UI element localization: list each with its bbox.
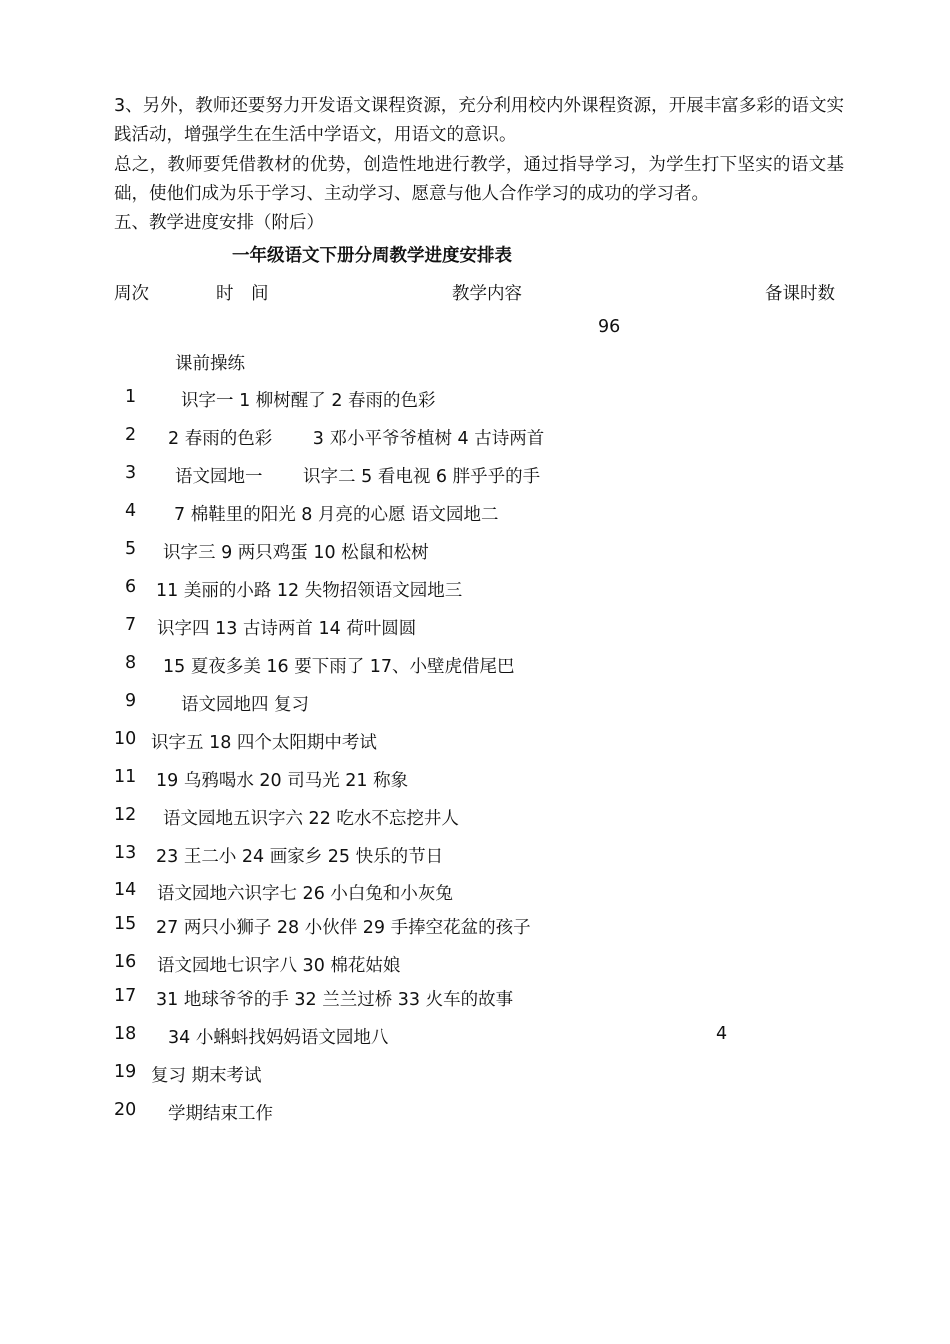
table-row	[0, 653, 950, 683]
lesson-content: 27 两只小狮子 28 小伙伴 29 手捧空花盆的孩子	[156, 918, 531, 938]
table-row	[0, 387, 950, 417]
table-row	[0, 914, 950, 944]
lesson-content: 识字一 1 柳树醒了 2 春雨的色彩	[181, 391, 436, 411]
schedule-title: 一年级语文下册分周教学进度安排表	[232, 246, 512, 266]
lesson-content: 语文园地五识字六 22 吃水不忘挖井人	[163, 809, 459, 829]
table-row	[0, 463, 950, 493]
lesson-content: 识字五 18 四个太阳期中考试	[151, 733, 377, 753]
week-number: 3	[125, 463, 137, 483]
week-number: 2	[125, 425, 137, 445]
table-row	[0, 1024, 950, 1054]
summary-paragraph: 总之，教师要凭借教材的优势，创造性地进行教学，通过指导学习，为学生打下坚实的语文基础，使他们成为乐于学习、主动学习、愿意与他人合作学习的成功的学习者。	[114, 155, 844, 204]
lesson-content: 34 小蝌蚪找妈妈语文园地八	[168, 1028, 389, 1048]
week-number: 6	[125, 577, 137, 597]
lesson-content: 识字四 13 古诗两首 14 荷叶圆圆	[157, 619, 417, 639]
table-row	[0, 1062, 950, 1092]
lesson-content: 语文园地一 识字二 5 看电视 6 胖乎乎的手	[175, 467, 541, 487]
week-number: 20	[114, 1100, 137, 1120]
table-row	[0, 1100, 950, 1130]
header-time: 时 间	[216, 284, 269, 304]
lesson-content: 语文园地六识字七 26 小白兔和小灰兔	[157, 884, 453, 904]
week-number: 4	[125, 501, 137, 521]
header-hours: 备课时数	[765, 284, 835, 304]
week-number: 18	[114, 1024, 137, 1044]
week-number: 17	[114, 986, 137, 1006]
table-row	[0, 952, 950, 982]
week-number: 11	[114, 767, 137, 787]
lesson-content: 语文园地四 复习	[181, 695, 310, 715]
week-number: 12	[114, 805, 137, 825]
week-number: 8	[125, 653, 137, 673]
lesson-content: 19 乌鸦喝水 20 司马光 21 称象	[156, 771, 409, 791]
lesson-content: 语文园地七识字八 30 棉花姑娘	[157, 956, 401, 976]
table-row	[0, 425, 950, 455]
week-number: 7	[125, 615, 137, 635]
table-row	[0, 805, 950, 835]
lesson-content: 7 棉鞋里的阳光 8 月亮的心愿 语文园地二	[174, 505, 499, 525]
table-row	[0, 843, 950, 873]
header-week: 周次	[114, 284, 149, 304]
week-number: 9	[125, 691, 137, 711]
week-number: 1	[125, 387, 137, 407]
table-row	[0, 539, 950, 569]
table-row	[0, 767, 950, 797]
lesson-content: 学期结束工作	[168, 1104, 273, 1124]
table-row	[0, 577, 950, 607]
week-number: 13	[114, 843, 137, 863]
pre-class-label: 课前操练	[175, 354, 245, 374]
prep-hours: 4	[716, 1024, 728, 1044]
table-row	[0, 691, 950, 721]
week-number: 10	[114, 729, 137, 749]
lesson-content: 15 夏夜多美 16 要下雨了 17、小壁虎借尾巴	[163, 657, 515, 677]
lesson-content: 2 春雨的色彩 3 邓小平爷爷植树 4 古诗两首	[168, 429, 545, 449]
lesson-content: 31 地球爷爷的手 32 兰兰过桥 33 火车的故事	[156, 990, 514, 1010]
table-row	[0, 729, 950, 759]
week-number: 16	[114, 952, 137, 972]
lesson-content: 11 美丽的小路 12 失物招领语文园地三	[156, 581, 463, 601]
total-hours: 96	[598, 317, 621, 337]
section-five-heading: 五、教学进度安排（附后）	[114, 213, 324, 233]
table-row	[0, 986, 950, 1016]
intro-paragraph-3: 3、另外，教师还要努力开发语文课程资源，充分利用校内外课程资源，开展丰富多彩的语文实践活动，增强学生在生活中学语文，用语文的意识。	[114, 96, 844, 145]
lesson-content: 复习 期末考试	[151, 1066, 262, 1086]
table-row	[0, 501, 950, 531]
lesson-content: 识字三 9 两只鸡蛋 10 松鼠和松树	[163, 543, 429, 563]
lesson-content: 23 王二小 24 画家乡 25 快乐的节日	[156, 847, 444, 867]
table-row	[0, 615, 950, 645]
week-number: 19	[114, 1062, 137, 1082]
week-number: 15	[114, 914, 137, 934]
table-row	[0, 880, 950, 910]
week-number: 5	[125, 539, 137, 559]
week-number: 14	[114, 880, 137, 900]
header-content: 教学内容	[452, 284, 522, 304]
